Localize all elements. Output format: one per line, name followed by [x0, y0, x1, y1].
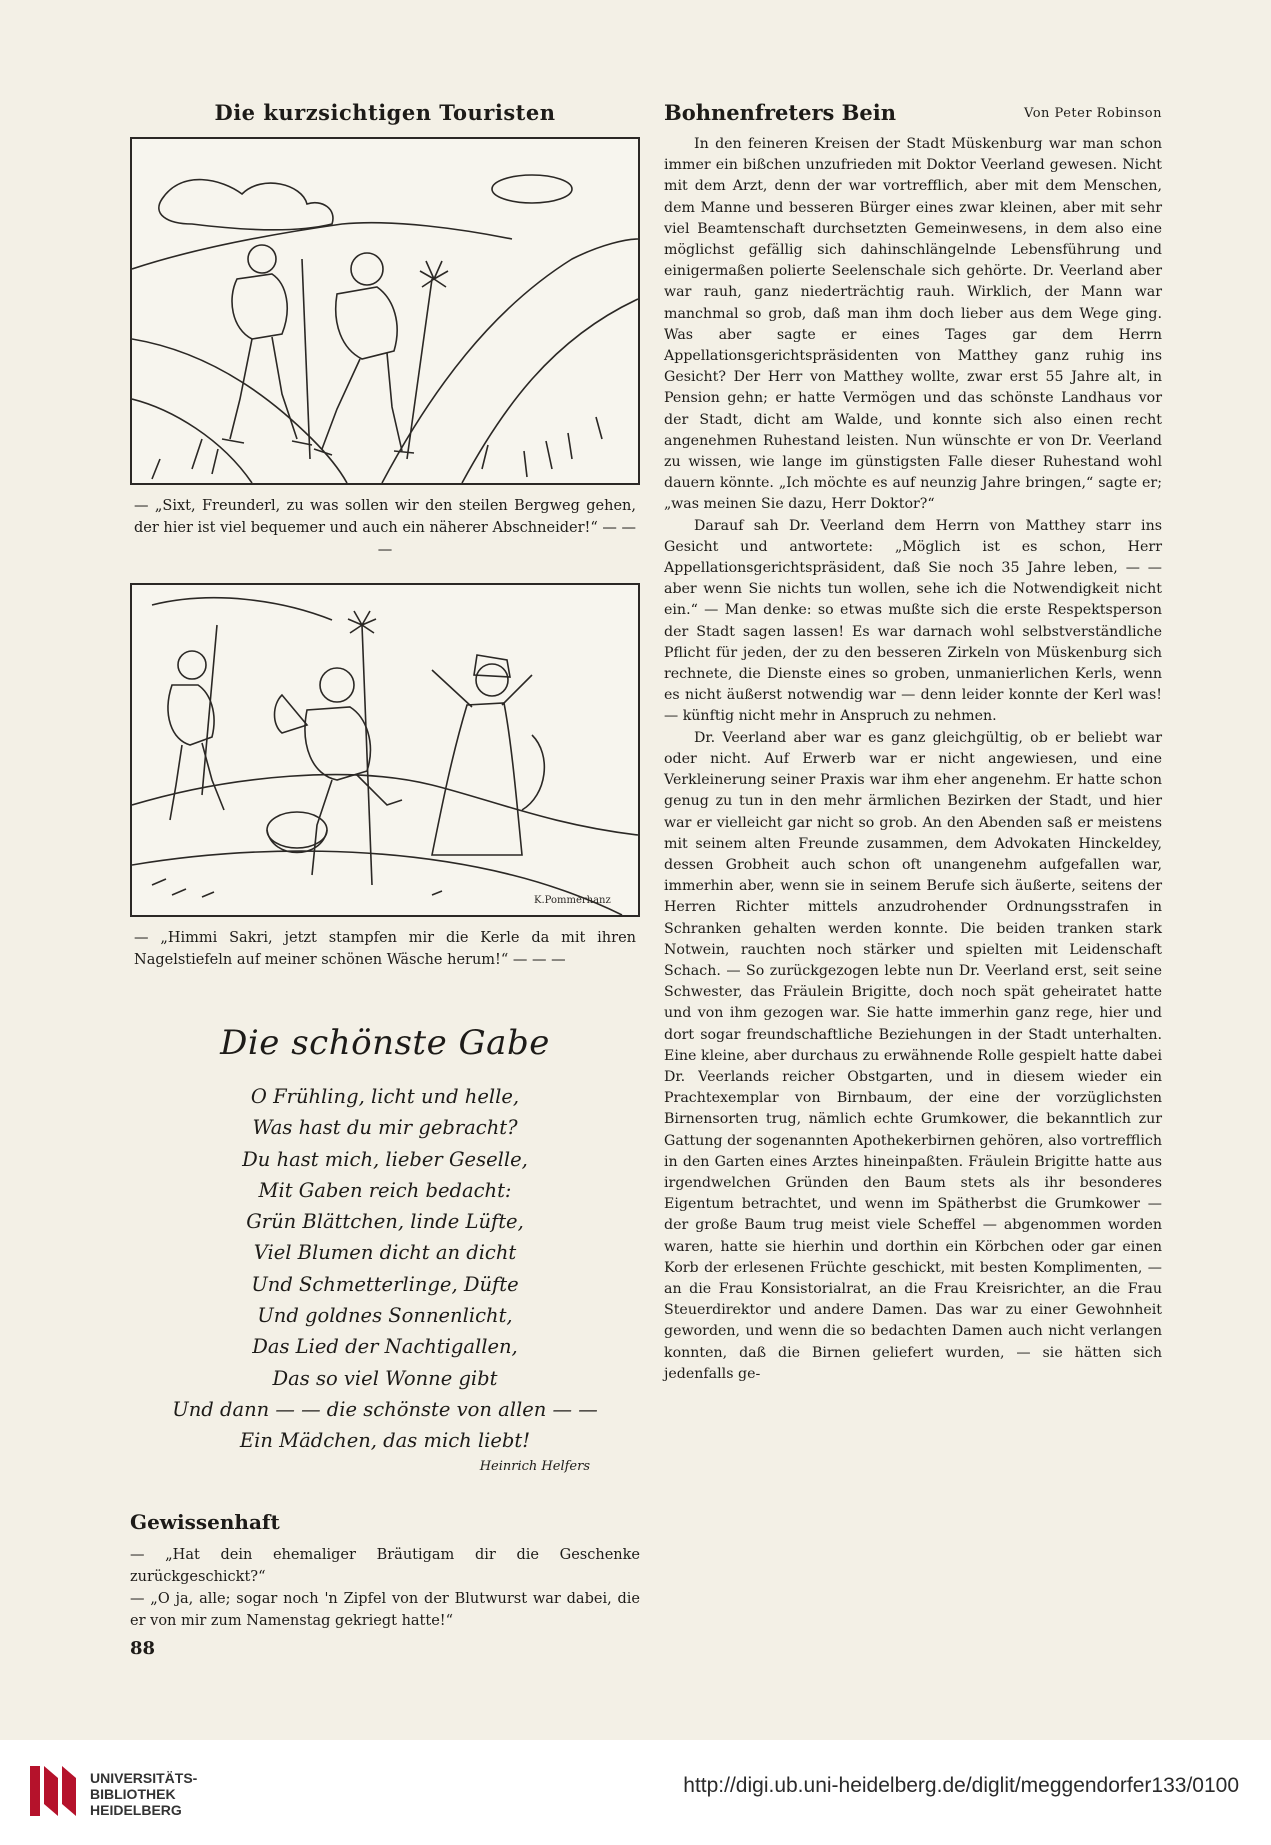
story-title: Bohnenfreters Bein [664, 100, 896, 125]
library-name [90, 1770, 197, 1818]
anecdote-text [130, 1544, 640, 1632]
poem-line: Ein Mädchen, das mich liebt! [239, 1429, 531, 1453]
poem-author: Heinrich Helfers [479, 1458, 590, 1474]
story-paragraph: In den feineren Kreisen der Stadt Müskenburg war man schon immer ein bißchen unzufrieden mit Doktor Veerland gewesen. Nicht mit dem Arzt, denn der war vortrefflich, aber mit dem Menschen, dem Manne und besseren Bürger eines zwar kleinen, aber mit sehr viel Beamtenschaft durchsetzten Gemeinwesens, in dem also eine möglichst gefällig sich dahinschlängelnde Lebensführung und einigermaßen polierte Seelenschale sich gehörte. Dr. Veerland aber war rauh, ganz niederträchtig rauh. Wirklich, der Mann war manchmal so grob, daß man ihm doch lieber aus dem Wege ging. Was aber sagte er eines Tages gar dem Herrn Appellationsgerichtspräsidenten von Matthey ganz ruhig ins Gesicht? Der Herr von Matthey wollte, zwar erst 55 Jahre alt, in Pension gehn; er hatte Vermögen und das schönste Landhaus vor der Stadt, dicht am Walde, und konnte sich also einen recht angenehmen Ruhestand leisten. Nun wünschte er von Dr. Veerland zu wissen, wie lange im günstigsten Falle dieser Ruhestand wohl dauern könnte. „Ich möchte es auf neunzig Jahre bringen,“ sagte er; „was meinen Sie dazu, Herr Doktor?“ [664, 136, 1162, 513]
poem-line: Und Schmetterlinge, Düfte [251, 1272, 519, 1296]
poem-line: Was hast du mir gebracht? [252, 1116, 518, 1140]
poem-line: Du hast mich, lieber Geselle, [242, 1147, 528, 1171]
story-header [664, 100, 1162, 130]
page-number: 88 [130, 1637, 156, 1659]
poem-line: Grün Blättchen, linde Lüfte, [246, 1210, 524, 1234]
story-paragraph: Darauf sah Dr. Veerland dem Herrn von Matthey starr ins Gesicht und antwortete: „Möglich ist es schon, Herr Appellationsgerichtspräsident, daß Sie noch 35 Jahre leben, — — aber wenn Sie nichts tun wollen, sehe ich die Notwendigkeit nicht ein.“ — Man denke: so etwas mußte sich die erste Respektsperson der Stadt sagen lassen! Es war darnach wohl selbstverständliche Pflicht für jeden, der zu den besseren Zirkeln von Müskenburg sich rechnete, die Dienste eines so groben, unmanierlichen Kerls, wenn es nicht äußerst notwendig war — denn leider konnte der Kerl was! — künftig nicht mehr in Anspruch zu nehmen. [664, 517, 1162, 725]
laundry-drawing [132, 585, 638, 915]
poem-line: Das so viel Wonne gibt [272, 1366, 498, 1390]
cartoon-caption-2: — „Himmi Sakri, jetzt stampfen mir die Kerle da mit ihren Nagelstiefeln auf meiner schönen Wäsche herum!“ — — — [134, 930, 636, 968]
library-footer [0, 1740, 1271, 1845]
cartoon-heading: Die kurzsichtigen Touristen [214, 100, 556, 125]
story-body [664, 134, 1162, 1385]
story-byline: Von Peter Robinson [1024, 106, 1162, 121]
right-column [664, 100, 1162, 1385]
anecdote-line-2: — „O ja, alle; sogar noch 'n Zipfel von der Blutwurst war dabei, die er von mir zum Namenstag gekriegt hatte!“ [130, 1590, 640, 1629]
anecdote-title: Gewissenhaft [130, 1509, 280, 1534]
poem-title: Die schönste Gabe [220, 1023, 550, 1063]
poem-line: Und goldnes Sonnenlicht, [257, 1304, 513, 1328]
poem-line: Mit Gaben reich bedacht: [258, 1178, 512, 1202]
hikers-drawing [132, 139, 638, 483]
poem-line: Das Lied der Nachtigallen, [252, 1335, 518, 1359]
anecdote-line-1: — „Hat dein ehemaliger Bräutigam dir die Geschenke zurückgeschickt?“ [130, 1546, 640, 1585]
artist-signature: K.Pommerhanz [534, 895, 611, 906]
left-column [130, 100, 640, 1659]
library-name-line: HEIDELBERG [90, 1802, 182, 1818]
library-name-line: UNIVERSITÄTS- [90, 1770, 198, 1786]
cartoon-caption-1: — „Sixt, Freunderl, zu was sollen wir den steilen Bergweg gehen, der hier ist viel bequemer und auch ein näherer Abschneider!“ — — — [134, 498, 636, 558]
library-name-line: BIBLIOTHEK [90, 1786, 176, 1802]
source-url-link[interactable]: http://digi.ub.uni-heidelberg.de/diglit/meggendorfer133/0100 [683, 1774, 1239, 1797]
university-library-logo-icon [28, 1762, 80, 1820]
cartoon-illustration-1 [130, 137, 640, 485]
poem-line: Viel Blumen dicht an dicht [253, 1241, 517, 1265]
poem [130, 1081, 640, 1457]
cartoon-illustration-2 [130, 583, 640, 917]
poem-line: O Frühling, licht und helle, [250, 1085, 520, 1108]
story-paragraph: Dr. Veerland aber war es ganz gleichgültig, ob er beliebt war oder nicht. Auf Erwerb war er nicht angewiesen, und eine Verkleinerung seiner Praxis war ihm eher angenehm. Er hatte schon genug zu tun in den mehr ärmlichen Bezirken der Stadt, und hier war er vielleicht gar nicht so grob. An den Abenden saß er meistens mit seinem alten Freunde zusammen, dem Advokaten Hinckeldey, dessen Grobheit auch schon oft unangenehm aufgefallen war, immerhin aber, wenn sie in seinem Berufe sich äußerte, seitens der Herren Richter mittels anzudrohender Ordnungsstrafen in Schranken gehalten werden konnte. Die beiden tranken stark Notwein, rauchten noch stärker und spielten mit Leidenschaft Schach. — So zurückgezogen lebte nun Dr. Veerland erst, seit seine Schwester, das Fräulein Brigitte, doch noch spät geheiratet hatte und von ihm gezogen war. Sie hatte immerhin ganz rege, hier und dort sogar freundschaftliche Beziehungen in der Stadt unterhalten. Eine kleine, aber durchaus zu erwähnende Rolle gespielt hatte dabei Dr. Veerlands reicher Obstgarten, und in diesem wieder ein Prachtexemplar von Birnbaum, der eine der vorzüglichsten Birnensorten trug, nämlich echte Grumkower, die bekanntlich zur Gattung der sogenannten Apothekerbirnen gehören, also vortrefflich in den Garten eines Arztes hineinpaßten. Fräulein Brigitte hatte aus irgendwelchen Gründen den Baum stets als ihr besonderes Eigentum betrachtet, und wenn im Spätherbst die Grumkower — der große Baum trug meist viele Scheffel — abgenommen worden waren, hatte sie hierhin und dorthin ein Körbchen oder gar einen Korb der erlesenen Früchte geschickt, mit besten Komplimenten, — an die Frau Konsistorialrat, an die Frau Kreisrichter, an die Frau Steuerdirektor und andere Damen. Das war zu einer Gewohnheit geworden, und wenn die so bedachten Damen auch nicht verlangen konnten, daß die Birnen geliefert wurden, — sie hätten sich jedenfalls ge- [664, 729, 1162, 1382]
poem-line: Und dann — — die schönste von allen — — [172, 1397, 598, 1421]
